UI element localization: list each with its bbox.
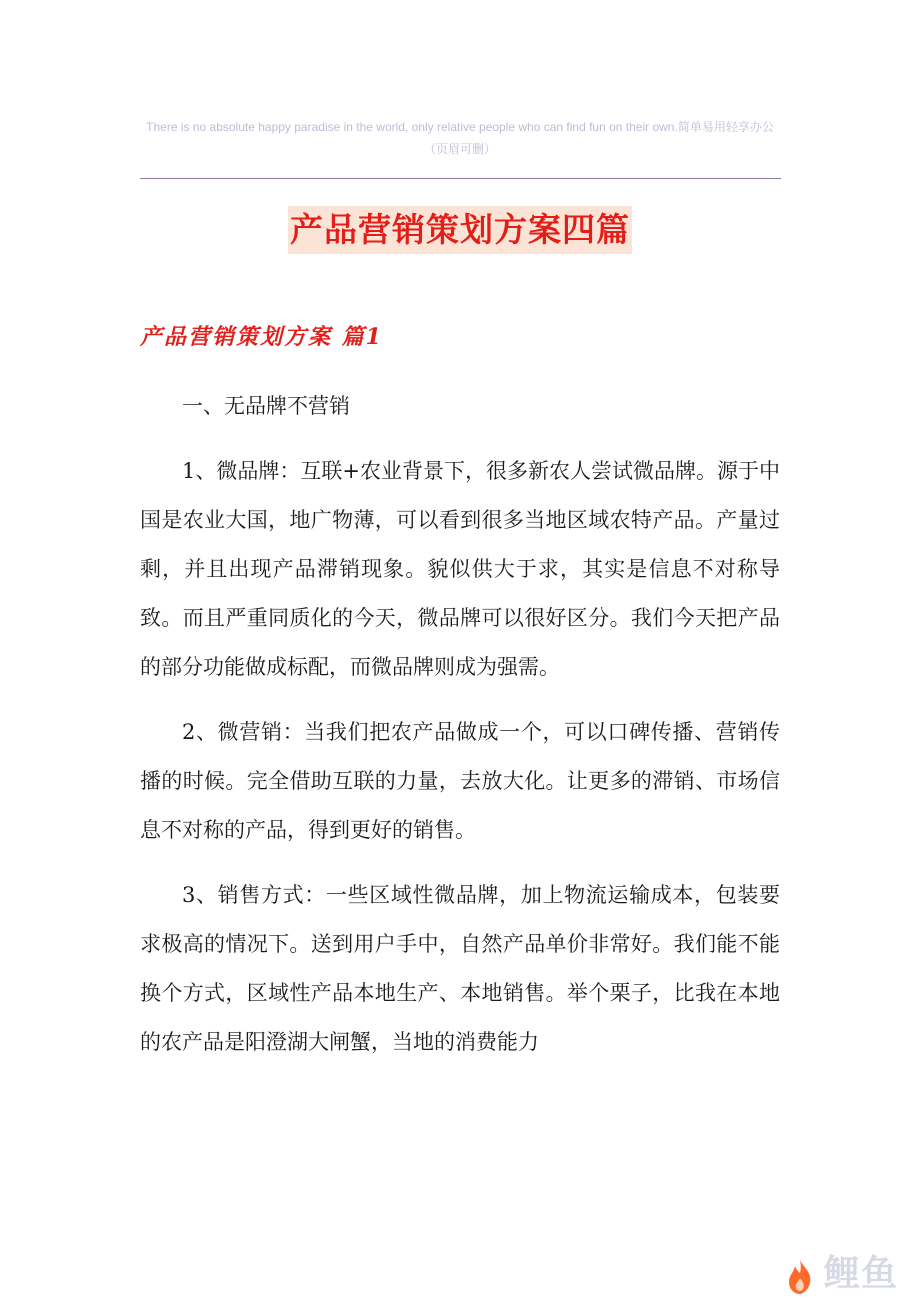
fire-logo-icon: [780, 1256, 820, 1296]
paragraph-subheading: 一、无品牌不营销: [182, 394, 350, 418]
document-title: [0, 206, 920, 254]
paragraph-sales-method: 3、销售方式：一些区域性微品牌，加上物流运输成本，包装要求极高的情况下。送到用户手中，自然产品单价非常好。我们能不能换个方式，区域性产品本地生产、本地销售。举个栗子，比我在本地的农产品是阳澄湖大闸蟹，当地的消费能力: [140, 883, 780, 1054]
paragraph-micro-marketing: 2、微营销：当我们把农产品做成一个，可以口碑传播、营销传播的时候。完全借助互联的力量，去放大化。让更多的滞销、市场信息不对称的产品，得到更好的销售。: [140, 720, 780, 842]
header-divider: [140, 178, 781, 179]
page-header-note: There is no absolute happy paradise in the world, only relative people who can find fun on their own.简单易用轻享办公（页眉可删）: [146, 120, 774, 156]
watermark: [780, 1244, 898, 1296]
paragraph-micro-brand: 1、微品牌：互联+农业背景下，很多新农人尝试微品牌。源于中国是农业大国，地广物薄，可以看到很多当地区域农特产品。产量过剩，并且出现产品滞销现象。貌似供大于求，其实是信息不对称导致。而且严重同质化的今天，微品牌可以很好区分。我们今天把产品的部分功能做成标配，而微品牌则成为强需。: [140, 459, 780, 679]
watermark-text: 鲤鱼: [823, 1253, 898, 1294]
section-heading: 产品营销策划方案 篇1: [140, 324, 383, 350]
body-content: [140, 382, 780, 1083]
document-title-text: 产品营销策划方案四篇: [288, 206, 632, 254]
